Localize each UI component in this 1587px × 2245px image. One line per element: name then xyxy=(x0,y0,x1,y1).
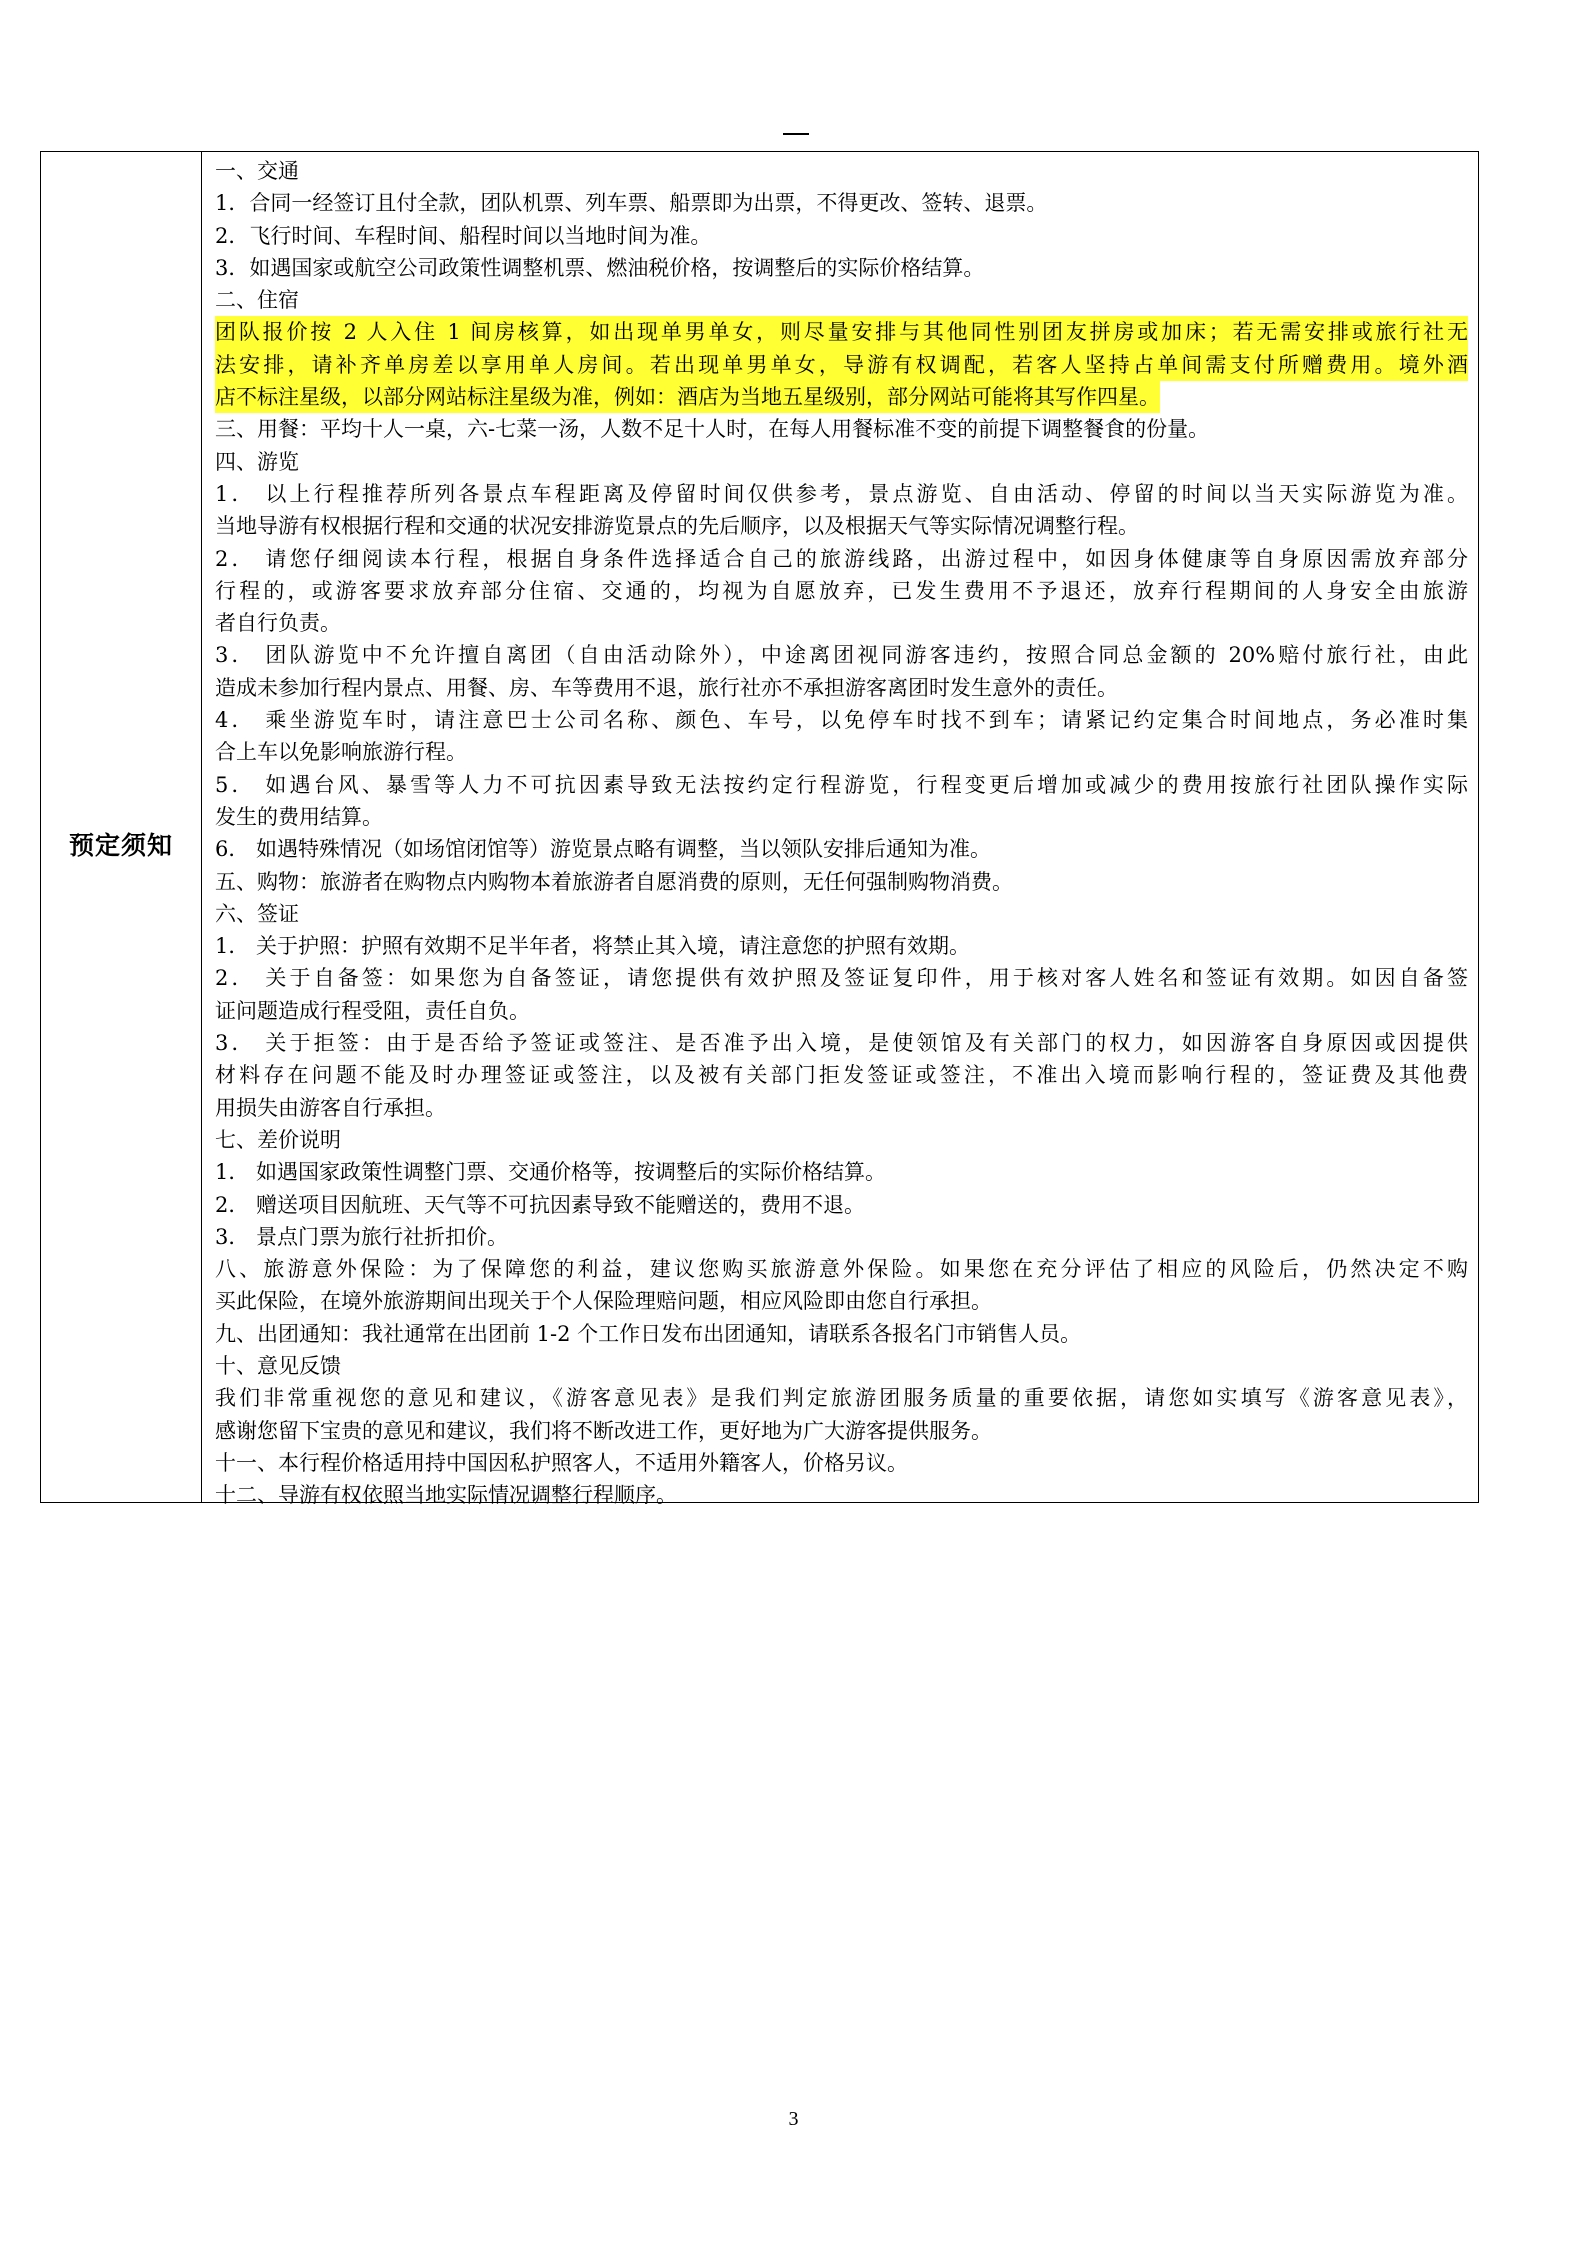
booking-notice-table xyxy=(40,151,1479,1508)
text-line: 买此保险，在境外旅游期间出现关于个人保险理赔问题，相应风险即由您自行承担。 xyxy=(215,1289,992,1314)
text-line: 造成未参加行程内景点、用餐、房、车等费用不退，旅行社亦不承担游客离团时发生意外的责任。 xyxy=(215,675,1118,700)
header-rule xyxy=(783,133,809,135)
text-line: 发生的费用结算。 xyxy=(215,804,383,829)
page-number: 3 xyxy=(788,2108,799,2130)
text-line: 1．合同一经签订且付全款，团队机票、列车票、船票即为出票，不得更改、签转、退票。 xyxy=(215,191,1048,216)
highlighted-text-line xyxy=(215,349,1468,381)
text-line: 行程的，或游客要求放弃部分住宿、交通的，均视为自愿放弃，已发生费用不予退还，放弃行程期间的人身安全由旅游 xyxy=(215,578,1468,603)
text-line: 十二、导游有权依照当地实际情况调整行程顺序。 xyxy=(215,1483,677,1508)
text-line: 1． 关于护照：护照有效期不足半年者，将禁止其入境，请注意您的护照有效期。 xyxy=(215,934,971,959)
text-line: 3． 景点门票为旅行社折扣价。 xyxy=(215,1224,509,1249)
text-line: 2．飞行时间、车程时间、船程时间以当地时间为准。 xyxy=(215,223,712,248)
text-line: 三、用餐：平均十人一桌，六-七菜一汤，人数不足十人时，在每人用餐标准不变的前提下调整餐食的份量。 xyxy=(215,417,1210,442)
text-line: 用损失由游客自行承担。 xyxy=(215,1095,446,1120)
text-line: 3． 关于拒签：由于是否给予签证或签注、是否准予出入境，是使领馆及有关部门的权力，如因游客自身原因或因提供 xyxy=(215,1031,1468,1056)
table-label-cell xyxy=(41,152,202,1502)
booking-notice-label: 预定须知 xyxy=(68,831,173,860)
text-line: 者自行负责。 xyxy=(215,611,341,636)
text-line: 七、差价说明 xyxy=(215,1127,341,1152)
text-line: 材料存在问题不能及时办理签证或签注，以及被有关部门拒发签证或签注，不准出入境而影响行程的，签证费及其他费 xyxy=(215,1063,1468,1088)
text-line: 2． 请您仔细阅读本行程，根据自身条件选择适合自己的旅游线路，出游过程中，如因身体健康等自身原因需放弃部分 xyxy=(215,546,1468,571)
text-line: 6． 如遇特殊情况（如场馆闭馆等）游览景点略有调整，当以领队安排后通知为准。 xyxy=(215,837,992,862)
text-line: 证问题造成行程受阻，责任自负。 xyxy=(215,998,530,1023)
highlight-mark: 法安排，请补齐单房差以享用单人房间。若出现单男单女，导游有权调配，若客人坚持占单间需支付所赠费用。境外酒 xyxy=(215,349,1468,381)
highlight-mark: 店不标注星级，以部分网站标注星级为准，例如：酒店为当地五星级别，部分网站可能将其写作四星。 xyxy=(215,381,1160,413)
highlight-mark: 团队报价按 2 人入住 1 间房核算，如出现单男单女，则尽量安排与其他同性别团友拼房或加床；若无需安排或旅行社无 xyxy=(215,316,1468,348)
text-line: 合上车以免影响旅游行程。 xyxy=(215,740,467,765)
text-line: 二、住宿 xyxy=(215,288,299,313)
text-line: 十、意见反馈 xyxy=(215,1353,341,1378)
highlighted-text-line xyxy=(215,316,1468,348)
text-line: 1． 以上行程推荐所列各景点车程距离及停留时间仅供参考，景点游览、自由活动、停留的时间以当天实际游览为准。 xyxy=(215,481,1468,506)
text-line: 2． 关于自备签：如果您为自备签证，请您提供有效护照及签证复印件，用于核对客人姓名和签证有效期。如因自备签 xyxy=(215,966,1468,991)
text-line: 五、购物：旅游者在购物点内购物本着旅游者自愿消费的原则，无任何强制购物消费。 xyxy=(215,869,1013,894)
text-line: 3． 团队游览中不允许擅自离团（自由活动除外），中途离团视同游客违约，按照合同总金额的 20%赔付旅行社，由此 xyxy=(215,643,1468,668)
text-line: 1． 如遇国家政策性调整门票、交通价格等，按调整后的实际价格结算。 xyxy=(215,1160,887,1185)
table-content-cell xyxy=(202,152,1478,1508)
text-line: 2． 赠送项目因航班、天气等不可抗因素导致不能赠送的，费用不退。 xyxy=(215,1192,866,1217)
text-line: 3．如遇国家或航空公司政策性调整机票、燃油税价格，按调整后的实际价格结算。 xyxy=(215,255,985,280)
text-line: 我们非常重视您的意见和建议，《游客意见表》是我们判定旅游团服务质量的重要依据，请您如实填写《游客意见表》， xyxy=(215,1386,1468,1411)
text-line: 一、交通 xyxy=(215,159,299,183)
text-line: 4． 乘坐游览车时，请注意巴士公司名称、颜色、车号，以免停车时找不到车；请紧记约定集合时间地点，务必准时集 xyxy=(215,708,1468,733)
text-line: 八、旅游意外保险：为了保障您的利益，建议您购买旅游意外保险。如果您在充分评估了相应的风险后，仍然决定不购 xyxy=(215,1257,1468,1282)
text-line: 5． 如遇台风、暴雪等人力不可抗因素导致无法按约定行程游览，行程变更后增加或减少的费用按旅行社团队操作实际 xyxy=(215,772,1468,797)
text-line: 当地导游有权根据行程和交通的状况安排游览景点的先后顺序，以及根据天气等实际情况调整行程。 xyxy=(215,514,1139,539)
highlighted-text-line xyxy=(215,381,1468,413)
text-line: 六、签证 xyxy=(215,901,299,926)
text-line: 四、游览 xyxy=(215,449,299,474)
text-line: 十一、本行程价格适用持中国因私护照客人，不适用外籍客人，价格另议。 xyxy=(215,1450,908,1475)
text-line: 感谢您留下宝贵的意见和建议，我们将不断改进工作，更好地为广大游客提供服务。 xyxy=(215,1418,992,1443)
text-line: 九、出团通知：我社通常在出团前 1-2 个工作日发布出团通知，请联系各报名门市销售人员。 xyxy=(215,1321,1082,1346)
